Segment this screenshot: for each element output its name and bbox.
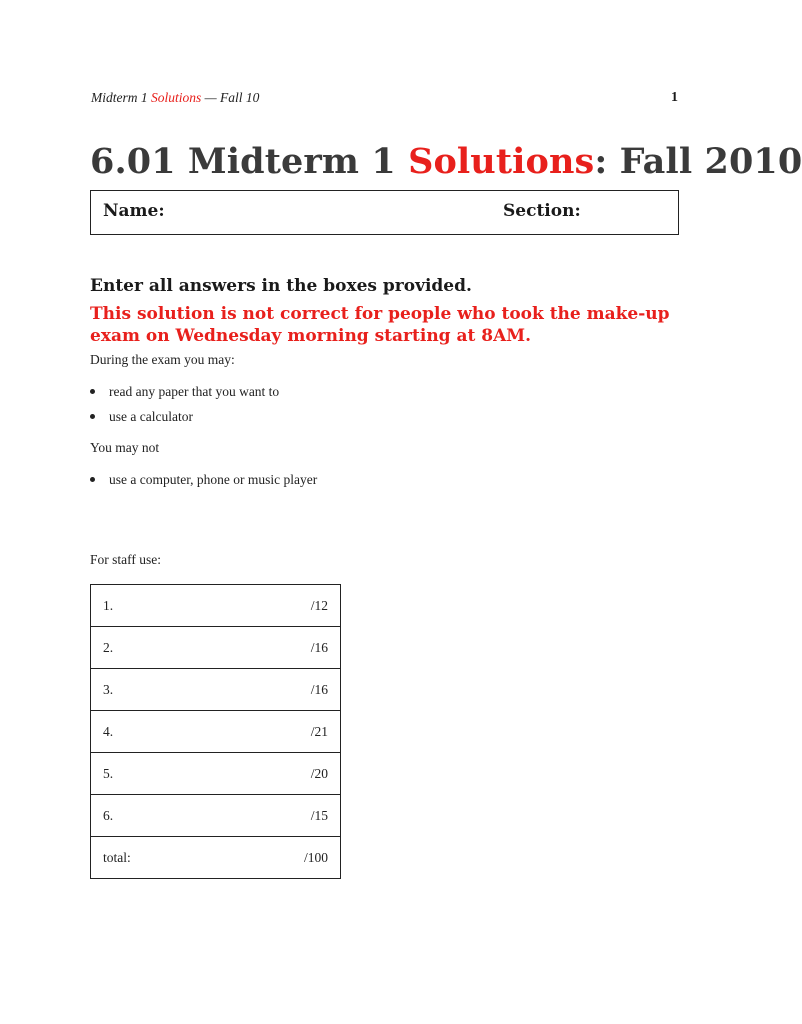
problem-cell: 4.: [91, 711, 221, 753]
table-row: [91, 795, 341, 837]
staff-use-label: For staff use:: [90, 552, 161, 567]
table-row: [91, 585, 341, 627]
name-label: Name:: [103, 201, 165, 221]
points-cell: /21: [220, 711, 340, 753]
points-cell: /16: [220, 627, 340, 669]
bullet-icon: [90, 477, 95, 482]
section-label: Section:: [503, 201, 581, 221]
staff-score-table: [90, 584, 341, 879]
may-not-item-1: use a computer, phone or music player: [109, 472, 318, 487]
problem-cell: 3.: [91, 669, 221, 711]
may-intro: During the exam you may:: [90, 352, 235, 367]
running-title-red: Solutions: [151, 90, 202, 105]
points-cell: /20: [220, 753, 340, 795]
total-points-cell: /100: [220, 837, 340, 879]
points-cell: /12: [220, 585, 340, 627]
title-prefix: 6.01 Midterm 1: [90, 141, 409, 182]
bullet-icon: [90, 389, 95, 394]
problem-cell: 1.: [91, 585, 221, 627]
may-item-1: read any paper that you want to: [109, 384, 280, 399]
solution-warning: This solution is not correct for people who took the make-up exam on Wednesday morning starting at 8AM.: [90, 304, 670, 346]
running-header: [91, 90, 259, 106]
table-row: [91, 837, 341, 879]
table-row: [91, 711, 341, 753]
title-red: Solutions: [408, 141, 595, 182]
may-item-2: use a calculator: [109, 409, 193, 424]
list-item: [90, 409, 193, 425]
name-section-box[interactable]: [90, 190, 679, 235]
may-not-intro: You may not: [90, 440, 160, 455]
bullet-icon: [90, 414, 95, 419]
problem-cell: 5.: [91, 753, 221, 795]
points-cell: /16: [220, 669, 340, 711]
problem-cell: 6.: [91, 795, 221, 837]
running-title-suffix: — Fall 10: [201, 90, 260, 105]
page-number: 1: [671, 90, 678, 105]
problem-cell: 2.: [91, 627, 221, 669]
list-item: [90, 384, 279, 400]
table-row: [91, 627, 341, 669]
table-row: [91, 669, 341, 711]
points-cell: /15: [220, 795, 340, 837]
enter-answers-instruction: Enter all answers in the boxes provided.: [90, 276, 472, 296]
table-row: [91, 753, 341, 795]
total-label-cell: total:: [91, 837, 221, 879]
running-title-prefix: Midterm 1: [91, 90, 151, 105]
page-title: [90, 141, 802, 182]
list-item: [90, 472, 317, 488]
title-suffix: : Fall 2010: [594, 141, 802, 182]
